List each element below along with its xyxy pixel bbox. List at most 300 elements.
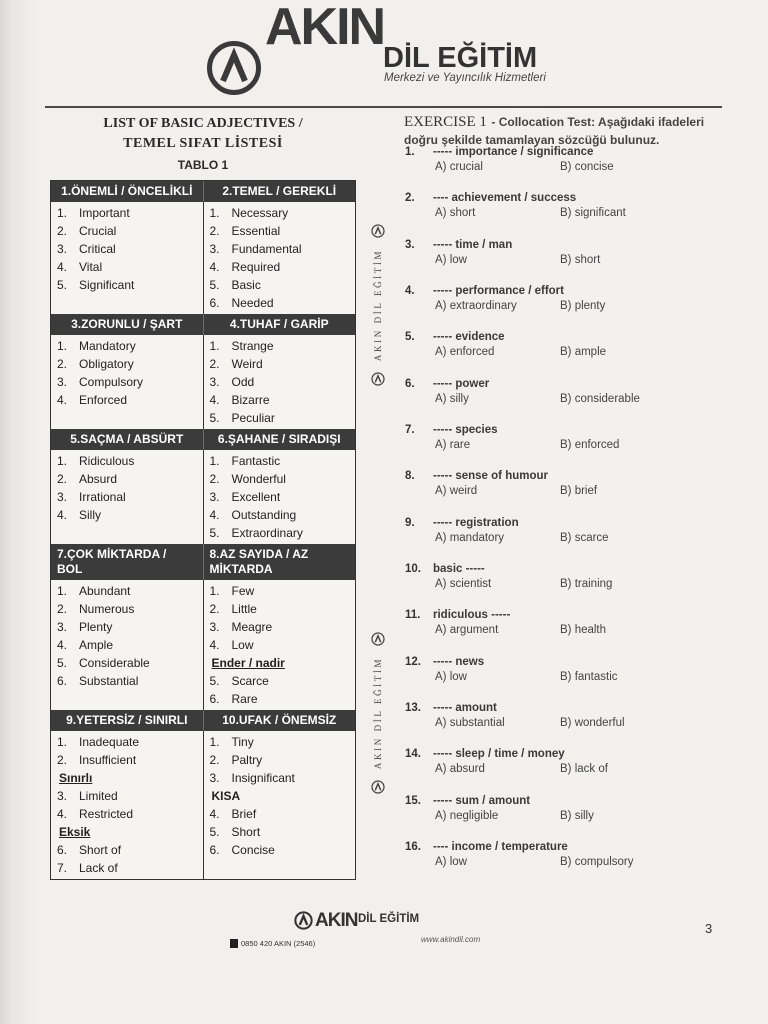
item-number: 1.: [209, 339, 220, 353]
footer-logo: [293, 910, 433, 932]
exercise-question: [400, 376, 724, 422]
question-number: 6.: [405, 377, 415, 390]
list-item: [51, 355, 203, 373]
option-a: A) rare: [435, 438, 471, 451]
adjective-list: [203, 335, 356, 429]
adjective: Extraordinary: [231, 526, 303, 540]
option-b: B) lack of: [560, 763, 608, 776]
adjective: Tiny: [231, 735, 254, 749]
list-item: [204, 733, 356, 751]
list-subheading: [204, 654, 356, 672]
item-number: 2.: [209, 472, 220, 486]
exercise-question: [400, 283, 724, 329]
item-number: 3.: [57, 789, 68, 803]
question-number: 10.: [405, 562, 421, 575]
section-body: [51, 335, 355, 429]
list-item: [204, 337, 356, 355]
adjective-list: [51, 580, 203, 710]
adjective: Few: [231, 584, 255, 598]
exercise-question: [400, 561, 724, 607]
exercise-label: EXERCISE 1: [404, 114, 487, 130]
adjective: Compulsory: [79, 375, 144, 389]
list-item: [51, 470, 203, 488]
exercise-question: [400, 515, 724, 561]
question-number: 5.: [405, 331, 415, 344]
question-prompt: ----- time / man: [433, 238, 513, 251]
item-number: 5.: [209, 526, 220, 540]
item-number: 1.: [57, 584, 68, 598]
adjective: Little: [231, 602, 257, 616]
question-number: 3.: [405, 238, 415, 251]
item-number: 1.: [209, 584, 220, 598]
adjective-table: [50, 180, 356, 880]
item-number: 2.: [209, 224, 220, 238]
option-a: A) negligible: [435, 809, 499, 822]
exercise-question: [400, 607, 724, 653]
list-item: [204, 841, 356, 859]
adjective: Abundant: [79, 584, 131, 598]
adjective-list: [203, 202, 356, 314]
exercise-question: [400, 190, 724, 236]
list-item: [51, 733, 203, 751]
adjective: Restricted: [79, 807, 134, 821]
section-heading: 4.TUHAF / GARİP: [203, 314, 356, 335]
section-heading: 9.YETERSİZ / SINIRLI: [66, 713, 188, 727]
list-item: [204, 823, 356, 841]
subheading-text: KISA: [211, 789, 241, 803]
item-number: 2.: [209, 602, 220, 616]
adjective: Needed: [231, 296, 274, 310]
option-b: B) concise: [560, 161, 614, 173]
adjective: Fundamental: [231, 242, 302, 256]
list-item: [204, 258, 356, 276]
akin-logo-icon: [206, 40, 262, 96]
exercise-list: [400, 144, 724, 885]
question-prompt: ----- amount: [433, 701, 497, 714]
adjective: Fantastic: [231, 454, 281, 468]
adjective: Plenty: [79, 620, 113, 634]
list-item: [51, 841, 203, 859]
subheading-text: Ender / nadir: [211, 656, 285, 670]
adjective: Significant: [79, 278, 135, 292]
section-header: [51, 181, 355, 202]
question-number: 8.: [405, 470, 415, 483]
watermark-text: AKIN DİL EĞİTİM: [373, 248, 383, 362]
question-prompt: ----- sense of humour: [433, 470, 548, 483]
item-number: 4.: [209, 260, 220, 274]
page-number: 3: [705, 921, 713, 936]
option-b: B) compulsory: [560, 855, 634, 868]
item-number: 4.: [209, 508, 220, 522]
adjective: Paltry: [231, 753, 263, 767]
option-b: B) significant: [560, 207, 626, 220]
question-prompt: ----- sleep / time / money: [433, 748, 565, 761]
item-number: 5.: [209, 825, 220, 839]
section-body: [51, 731, 355, 879]
item-number: 6.: [57, 843, 68, 857]
adjective-list: [51, 202, 203, 314]
option-a: A) weird: [435, 485, 478, 498]
list-subheading: [204, 787, 356, 805]
exercise-header: [404, 113, 724, 148]
adjective: Limited: [79, 789, 118, 803]
option-a: A) substantial: [435, 716, 505, 729]
list-item: [51, 240, 203, 258]
list-item: [204, 391, 356, 409]
subheading-text: Eksik: [59, 825, 91, 839]
list-item: [51, 488, 203, 506]
adjective: Excellent: [231, 490, 281, 504]
exercise-question: [400, 839, 724, 885]
adjective-list: [51, 450, 203, 544]
footer-brand-subtitle: DİL EĞİTİM: [358, 913, 420, 925]
question-number: 11.: [405, 609, 421, 622]
item-number: 2.: [57, 357, 68, 371]
footer-brand-name: AKIN: [315, 910, 358, 931]
item-number: 6.: [57, 674, 68, 688]
table-section: [51, 429, 355, 544]
question-number: 16.: [405, 840, 421, 853]
question-number: 13.: [405, 701, 421, 714]
adjective: Bizarre: [231, 393, 270, 407]
akin-logo-icon: [371, 372, 385, 386]
adjective: Short of: [79, 843, 122, 857]
adjective: Meagre: [231, 620, 273, 634]
side-watermark: [370, 224, 386, 386]
adjective-list: [203, 580, 356, 710]
item-number: 5.: [209, 411, 220, 425]
option-a: A) low: [435, 670, 467, 683]
adjective: Numerous: [79, 602, 135, 616]
list-item: [51, 391, 203, 409]
list-item: [51, 636, 203, 654]
item-number: 1.: [57, 735, 68, 749]
list-item: [204, 618, 356, 636]
list-item: [51, 859, 203, 877]
list-item: [51, 276, 203, 294]
item-number: 3.: [57, 620, 68, 634]
section-heading: 10.UFAK / ÖNEMSİZ: [203, 710, 356, 731]
item-number: 1.: [209, 735, 220, 749]
list-item: [204, 355, 356, 373]
adjective: Peculiar: [231, 411, 275, 425]
adjective: Insignificant: [231, 771, 295, 785]
option-b: B) fantastic: [560, 670, 618, 683]
item-number: 2.: [57, 602, 68, 616]
adjective: Irrational: [79, 490, 126, 504]
adjective: Concise: [231, 843, 275, 857]
list-item: [51, 337, 203, 355]
footer-website: www.akindil.com: [421, 935, 481, 944]
item-number: 6.: [209, 296, 220, 310]
list-item: [51, 582, 203, 600]
brand-subtitle: DİL EĞİTİM: [383, 42, 538, 74]
list-item: [51, 805, 203, 823]
option-b: B) scarce: [560, 531, 609, 544]
list-item: [51, 373, 203, 391]
section-heading: 1.ÖNEMLİ / ÖNCELİKLİ: [61, 184, 193, 198]
list-item: [204, 204, 356, 222]
exercise-question: [400, 468, 724, 514]
item-number: 2.: [57, 224, 68, 238]
akin-logo-icon: [294, 911, 313, 930]
adjective: Outstanding: [231, 508, 297, 522]
list-item: [204, 470, 356, 488]
table-label: TABLO 1: [177, 158, 229, 172]
exercise-question: [400, 144, 724, 190]
item-number: 3.: [57, 375, 68, 389]
akin-logo-icon: [371, 224, 385, 238]
section-body: [51, 450, 355, 544]
exercise-question: [400, 746, 724, 792]
adjective: Enforced: [79, 393, 128, 407]
section-header: [51, 710, 355, 731]
item-number: 4.: [57, 508, 68, 522]
option-b: B) plenty: [560, 299, 606, 312]
item-number: 3.: [57, 242, 68, 256]
section-header: [51, 314, 355, 335]
adjective: Essential: [231, 224, 281, 238]
adjective: Brief: [231, 807, 257, 821]
item-number: 5.: [57, 656, 68, 670]
adjective: Crucial: [79, 224, 117, 238]
option-a: A) enforced: [435, 346, 495, 359]
adjective: Inadequate: [79, 735, 140, 749]
question-prompt: basic -----: [433, 562, 485, 575]
exercise-question: [400, 700, 724, 746]
list-item: [204, 582, 356, 600]
item-number: 1.: [57, 339, 68, 353]
list-title-turkish: TEMEL SIFAT LİSTESİ: [123, 136, 283, 151]
adjective: Low: [231, 638, 254, 652]
watermark-text: AKIN DİL EĞİTİM: [373, 656, 383, 770]
adjective: Rare: [231, 692, 258, 706]
subheading-text: Sınırlı: [59, 771, 93, 785]
brand-logo: [206, 0, 566, 98]
option-b: B) ample: [560, 346, 607, 359]
adjective: Considerable: [79, 656, 150, 670]
item-number: 5.: [57, 278, 68, 292]
exercise-instructions: - Collocation Test: Aşağıdaki ifadeleri doğru şekilde tamamlayan sözcüğü bulunuz.: [404, 115, 705, 147]
exercise-question: [400, 329, 724, 375]
exercise-question: [400, 654, 724, 700]
item-number: 3.: [209, 620, 220, 634]
list-item: [204, 373, 356, 391]
adjective: Lack of: [79, 861, 118, 875]
item-number: 7.: [57, 861, 68, 875]
question-number: 12.: [405, 655, 421, 668]
question-prompt: ----- power: [433, 377, 490, 390]
item-number: 4.: [57, 260, 68, 274]
akin-logo-icon: [371, 780, 385, 794]
adjective: Strange: [231, 339, 274, 353]
list-item: [204, 524, 356, 542]
option-a: A) extraordinary: [435, 299, 517, 312]
list-item: [204, 294, 356, 312]
exercise-question: [400, 422, 724, 468]
list-item: [204, 452, 356, 470]
list-item: [204, 672, 356, 690]
question-prompt: ----- species: [433, 423, 498, 436]
item-number: 4.: [57, 807, 68, 821]
adjective-list: [51, 731, 203, 879]
list-title: LIST OF BASIC ADJECTIVES /: [103, 116, 303, 131]
question-number: 2.: [405, 192, 415, 205]
list-item: [51, 452, 203, 470]
list-item: [51, 258, 203, 276]
section-header: [51, 544, 355, 580]
exercise-question: [400, 237, 724, 283]
akin-logo-icon: [371, 632, 385, 646]
question-number: 7.: [405, 423, 415, 436]
brand-name: AKIN: [265, 0, 385, 56]
section-body: [51, 202, 355, 314]
adjective: Required: [231, 260, 281, 274]
list-item: [204, 276, 356, 294]
item-number: 2.: [209, 357, 220, 371]
question-number: 1.: [405, 146, 415, 158]
question-number: 15.: [405, 794, 421, 807]
list-item: [204, 506, 356, 524]
adjective: Basic: [231, 278, 261, 292]
question-number: 14.: [405, 748, 421, 761]
question-prompt: ----- performance / effort: [433, 284, 564, 297]
table-section: [51, 544, 355, 710]
list-item: [204, 636, 356, 654]
item-number: 4.: [57, 638, 68, 652]
adjective: Ridiculous: [79, 454, 135, 468]
section-heading: 2.TEMEL / GEREKLİ: [203, 181, 356, 202]
adjective: Insufficient: [79, 753, 137, 767]
header-rule: [45, 106, 722, 108]
option-b: B) training: [560, 577, 613, 590]
option-b: B) brief: [560, 485, 598, 498]
adjective: Absurd: [79, 472, 118, 486]
list-item: [204, 240, 356, 258]
section-heading: 7.ÇOK MİKTARDA / BOL: [57, 547, 167, 576]
adjective: Important: [79, 206, 130, 220]
question-prompt: ----- evidence: [433, 331, 505, 344]
list-item: [204, 690, 356, 708]
item-number: 3.: [209, 490, 220, 504]
item-number: 5.: [209, 278, 220, 292]
list-item: [51, 787, 203, 805]
option-b: B) wonderful: [560, 716, 625, 729]
item-number: 6.: [209, 843, 220, 857]
list-item: [204, 805, 356, 823]
option-b: B) considerable: [560, 392, 640, 405]
adjective: Odd: [231, 375, 255, 389]
option-a: A) scientist: [435, 577, 492, 590]
option-a: A) short: [435, 207, 476, 220]
question-number: 9.: [405, 516, 415, 529]
list-item: [51, 672, 203, 690]
section-heading: 6.ŞAHANE / SIRADIŞI: [203, 429, 356, 450]
section-heading: 3.ZORUNLU / ŞART: [71, 317, 183, 331]
phone-icon: [230, 939, 238, 948]
item-number: 3.: [209, 771, 220, 785]
footer-phone: 0850 420 AKIN (2546): [241, 939, 316, 948]
adjective-list: [203, 731, 356, 879]
side-watermark: [370, 632, 386, 794]
list-subheading: [51, 769, 203, 787]
adjective: Mandatory: [79, 339, 136, 353]
adjective: Weird: [231, 357, 263, 371]
question-number: 4.: [405, 284, 415, 297]
section-body: [51, 580, 355, 710]
exercise-question: [400, 793, 724, 839]
adjective: Ample: [79, 638, 114, 652]
option-a: A) low: [435, 253, 467, 266]
adjective: Wonderful: [231, 472, 286, 486]
item-number: 2.: [209, 753, 220, 767]
option-b: B) silly: [560, 809, 594, 822]
list-item: [204, 222, 356, 240]
item-number: 4.: [209, 807, 220, 821]
question-prompt: ----- sum / amount: [433, 794, 531, 807]
section-header: [51, 429, 355, 450]
question-prompt: ---- achievement / success: [433, 192, 577, 205]
list-item: [51, 751, 203, 769]
item-number: 3.: [209, 375, 220, 389]
adjective: Scarce: [231, 674, 269, 688]
item-number: 1.: [209, 206, 220, 220]
adjective: Vital: [79, 260, 103, 274]
brand-tagline: Merkezi ve Yayıncılık Hizmetleri: [384, 72, 546, 84]
adjective: Critical: [79, 242, 116, 256]
list-item: [51, 600, 203, 618]
item-number: 5.: [209, 674, 220, 688]
list-item: [204, 600, 356, 618]
option-a: A) crucial: [435, 161, 483, 173]
question-prompt: ----- news: [433, 655, 485, 668]
list-item: [204, 488, 356, 506]
item-number: 6.: [209, 692, 220, 706]
list-item: [204, 769, 356, 787]
adjective: Short: [231, 825, 261, 839]
adjective: Obligatory: [79, 357, 134, 371]
adjective-list: [51, 335, 203, 429]
list-item: [51, 222, 203, 240]
list-item: [51, 654, 203, 672]
section-heading: 5.SAÇMA / ABSÜRT: [70, 432, 184, 446]
option-b: B) health: [560, 624, 607, 637]
option-a: A) mandatory: [435, 531, 505, 544]
item-number: 1.: [57, 206, 68, 220]
adjective: Substantial: [79, 674, 139, 688]
adjective: Silly: [79, 508, 102, 522]
adjective: Necessary: [231, 206, 289, 220]
question-prompt: ----- registration: [433, 516, 519, 529]
option-a: A) absurd: [435, 763, 485, 776]
option-b: B) enforced: [560, 438, 620, 451]
option-a: A) silly: [435, 392, 469, 405]
table-section: [51, 181, 355, 314]
section-heading: 8.AZ SAYIDA / AZ MİKTARDA: [203, 544, 356, 580]
list-item: [204, 409, 356, 427]
list-item: [51, 618, 203, 636]
adjective-list: [203, 450, 356, 544]
option-a: A) low: [435, 855, 467, 868]
item-number: 2.: [57, 472, 68, 486]
item-number: 1.: [57, 454, 68, 468]
list-item: [51, 204, 203, 222]
item-number: 4.: [57, 393, 68, 407]
list-item: [204, 751, 356, 769]
question-prompt: ----- importance / significance: [433, 146, 594, 158]
option-a: A) argument: [435, 624, 499, 637]
item-number: 4.: [209, 393, 220, 407]
